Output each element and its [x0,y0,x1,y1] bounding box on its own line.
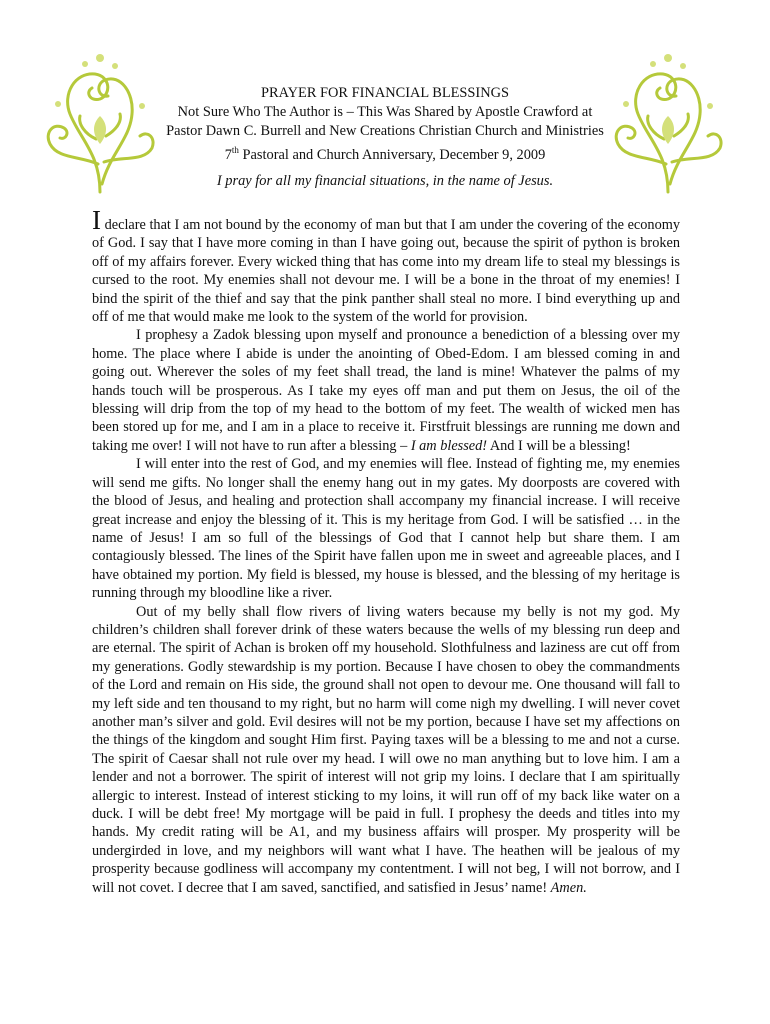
document-header [140,84,630,165]
anniversary-line [140,141,630,165]
document-title: PRAYER FOR FINANCIAL BLESSINGS [260,85,510,101]
paragraph-4-text: Out of my belly shall flow rivers of living waters because my belly is not my god. My children’s children shall forever drink of these waters because the wells of my blessing run deep and are eternal. The spirit of Achan is broken off my household. Slothfulness and laziness are cut off from my generations. Godly stewardship is my portion. Because I have chosen to obey the commandments of the Lord and remain on His side, the ground shall not open to devour me. One thousand will fall to my left side and ten thousand to my right, but no harm will come nigh my dwelling. I will never covet another man’s silver and gold. Evil desires will not be my portion, because I have set my affections on the things of the kingdom and sought Him first. Paying taxes will be a blessing to me and not a curse. The spirit of Caesar shall not rule over my head. I will owe no man anything but to love him. I am a lender and not a borrower. The spirit of interest will not grip my loins. I declare that I am spiritually allergic to interest. Instead of interest sticking to my loins, it will run off of my back like water on a duck. I will be debt free! My mortgage will be paid in full. I prophesy the deeds and titles into my hands. My credit rating will be A1, and my business affairs will prosper. My prosperity will be undergirded in love, and my neighbors will want what I have. The heathen will be jealous of my prosperity because godliness will accompany my contentment. I will not beg, I will not borrow, and I will not covet. I decree that I am saved, sanctified, and satisfied in Jesus’ name! [92,603,680,896]
anniversary-ordinal-suffix: th [231,145,239,155]
paragraph-1 [92,205,680,326]
author-note: Not Sure Who The Author is – This Was Shared by Apostle Crawford at [177,104,593,120]
prayer-subtitle: I pray for all my financial situations, in the name of Jesus. [216,173,554,189]
anniversary-text: Pastoral and Church Anniversary, December 9, 2009 [238,146,546,163]
anniversary-ordinal: 7 [224,146,232,163]
church-line: Pastor Dawn C. Burrell and New Creations Christian Church and Ministries [166,123,604,139]
paragraph-2-emphasis: I am blessed! [410,437,488,454]
prayer-body [92,205,680,897]
paragraph-2 [92,326,680,455]
paragraph-2-text: I prophesy a Zadok blessing upon myself and pronounce a benediction of a blessing over my home. The place where I abide is under the anointing of Obed-Edom. I am blessed coming in and going out. Wherever the soles of my feet shall tread, the land is mine! Whatever the palms of my hands touch will be prosperous. As I take my eyes off man and put them on Jesus, the oil of the blessing will drip from the top of my head to the bottom of my feet. The wealth of wicked men has been stored up for me, and I am in a place to receive it. Firstfruit blessings are running me down and taking me over! I will not have to run after a blessing – [92,327,680,454]
paragraph-3: I will enter into the rest of God, and my enemies will flee. Instead of fighting me, my enemies will send me gifts. No longer shall the enemy hang out in my gates. My doorposts are covered with the blood of Jesus, and healing and protection shall accompany my financial increase. I will receive great increase and enjoy the blessing of it. This is my heritage from God. I will be satisfied … in the name of Jesus! I am so full of the blessings of God that I cannot help but share them. I am contagiously blessed. The lines of the Spirit have fallen upon me in sweet and agreeable places, and I have obtained my portion. My field is blessed, my house is blessed, and the blessing of my heritage is running through my bloodline like a river. [92,456,680,602]
amen-text: Amen. [550,879,587,896]
paragraph-1-text: declare that I am not bound by the economy of man but that I am under the covering of the economy of God. I say that I have more coming in than I have going out, because the spirit of python is broken off of my affairs forever. Every wicked thing that has come into my dream life to steal my blessings is cursed to the root. My enemies shall not devour me. I will be a bone in the throat of my enemies! I bind the spirit of the thief and say that the pink panther shall steal no more. I bind everything up and off of me that would make me look to the system of the world for provision. [92,217,680,326]
paragraph-2-end: And I will be a blessing! [487,437,631,454]
paragraph-4 [92,603,680,898]
drop-cap: I [92,205,101,235]
